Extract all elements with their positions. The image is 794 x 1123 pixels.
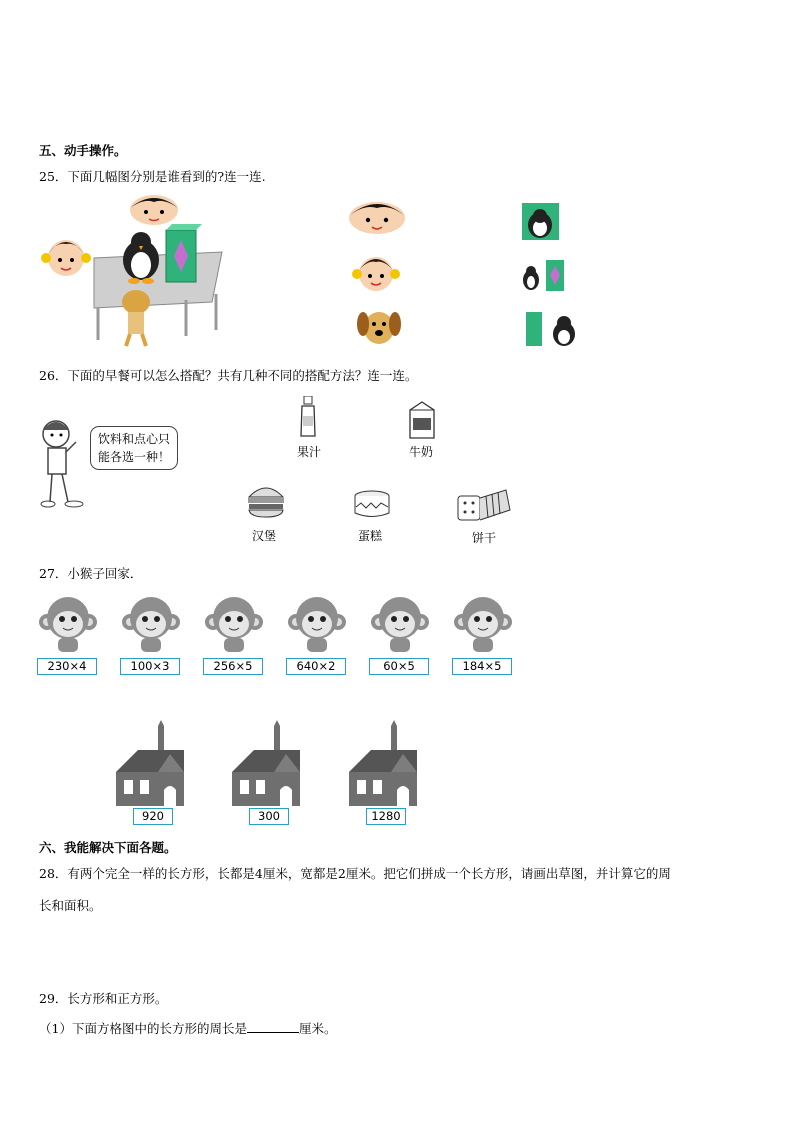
drink-label-juice: 果汁 [297, 445, 322, 459]
view-box-penguin-icon[interactable] [526, 310, 582, 348]
dog-icon[interactable] [354, 306, 404, 348]
monkey-expression-box[interactable]: 640×2 [286, 658, 346, 675]
snack-label-burger: 汉堡 [252, 529, 277, 543]
monkey-expression-box[interactable]: 230×4 [37, 658, 97, 675]
bubble-line-2: 能各选一种！ [98, 450, 171, 464]
house-number-box[interactable]: 300 [249, 808, 289, 825]
monkey-icon [370, 594, 430, 656]
monkey-icon [204, 594, 264, 656]
boy-face-icon[interactable] [344, 196, 410, 236]
section6-title: 六、我能解决下面各题。 [39, 840, 177, 855]
snack-label-cake: 蛋糕 [358, 529, 383, 543]
q29-sub-suffix: 厘米。 [298, 1021, 337, 1036]
bubble-line-1: 饮料和点心只 [98, 432, 171, 446]
girl-face-icon[interactable] [346, 250, 406, 292]
milk-carton-icon[interactable] [406, 400, 438, 440]
q29-sub-prefix: （1）下面方格图中的长方形的周长是 [39, 1021, 247, 1036]
monkey-icon [121, 594, 181, 656]
snack-label-biscuit: 饼干 [472, 531, 497, 545]
monkey-icon [453, 594, 513, 656]
burger-icon[interactable] [246, 481, 286, 519]
q25-text: 25．下面几幅图分别是谁看到的?连一连. [39, 169, 266, 184]
answer-blank[interactable] [247, 1020, 299, 1033]
q29-text: 29．长方形和正方形。 [39, 991, 168, 1006]
speech-bubble [90, 426, 178, 470]
q28-line-2: 长和面积。 [39, 898, 102, 913]
q27-text: 27．小猴子回家． [39, 566, 143, 581]
house-number-box[interactable]: 920 [133, 808, 173, 825]
house-icon [114, 720, 186, 808]
house-number-box[interactable]: 1280 [366, 808, 406, 825]
q29-subquestion [39, 1019, 336, 1037]
monkey-icon [38, 594, 98, 656]
view-side-penguin-box-icon[interactable] [520, 258, 566, 292]
house-icon [230, 720, 302, 808]
cake-icon[interactable] [352, 489, 392, 521]
monkey-expression-box[interactable]: 256×5 [203, 658, 263, 675]
boy-figure-icon [36, 418, 94, 510]
view-front-penguin-icon[interactable] [522, 203, 560, 241]
monkey-expression-box[interactable]: 60×5 [369, 658, 429, 675]
section5-title: 五、动手操作。 [39, 143, 127, 158]
house-icon [347, 720, 419, 808]
juice-bottle-icon[interactable] [298, 396, 318, 438]
q25-scene-illustration [36, 190, 226, 350]
biscuit-icon[interactable] [456, 488, 512, 522]
drink-label-milk: 牛奶 [409, 445, 434, 459]
monkey-icon [287, 594, 347, 656]
monkey-expression-box[interactable]: 100×3 [120, 658, 180, 675]
q28-line-1: 28．有两个完全一样的长方形，长都是4厘米，宽都是2厘米。把它们拼成一个长方形，请画出草图，并计算它的周 [39, 866, 671, 881]
q26-text: 26．下面的早餐可以怎么搭配？共有几种不同的搭配方法？连一连。 [39, 368, 418, 383]
monkey-expression-box[interactable]: 184×5 [452, 658, 512, 675]
